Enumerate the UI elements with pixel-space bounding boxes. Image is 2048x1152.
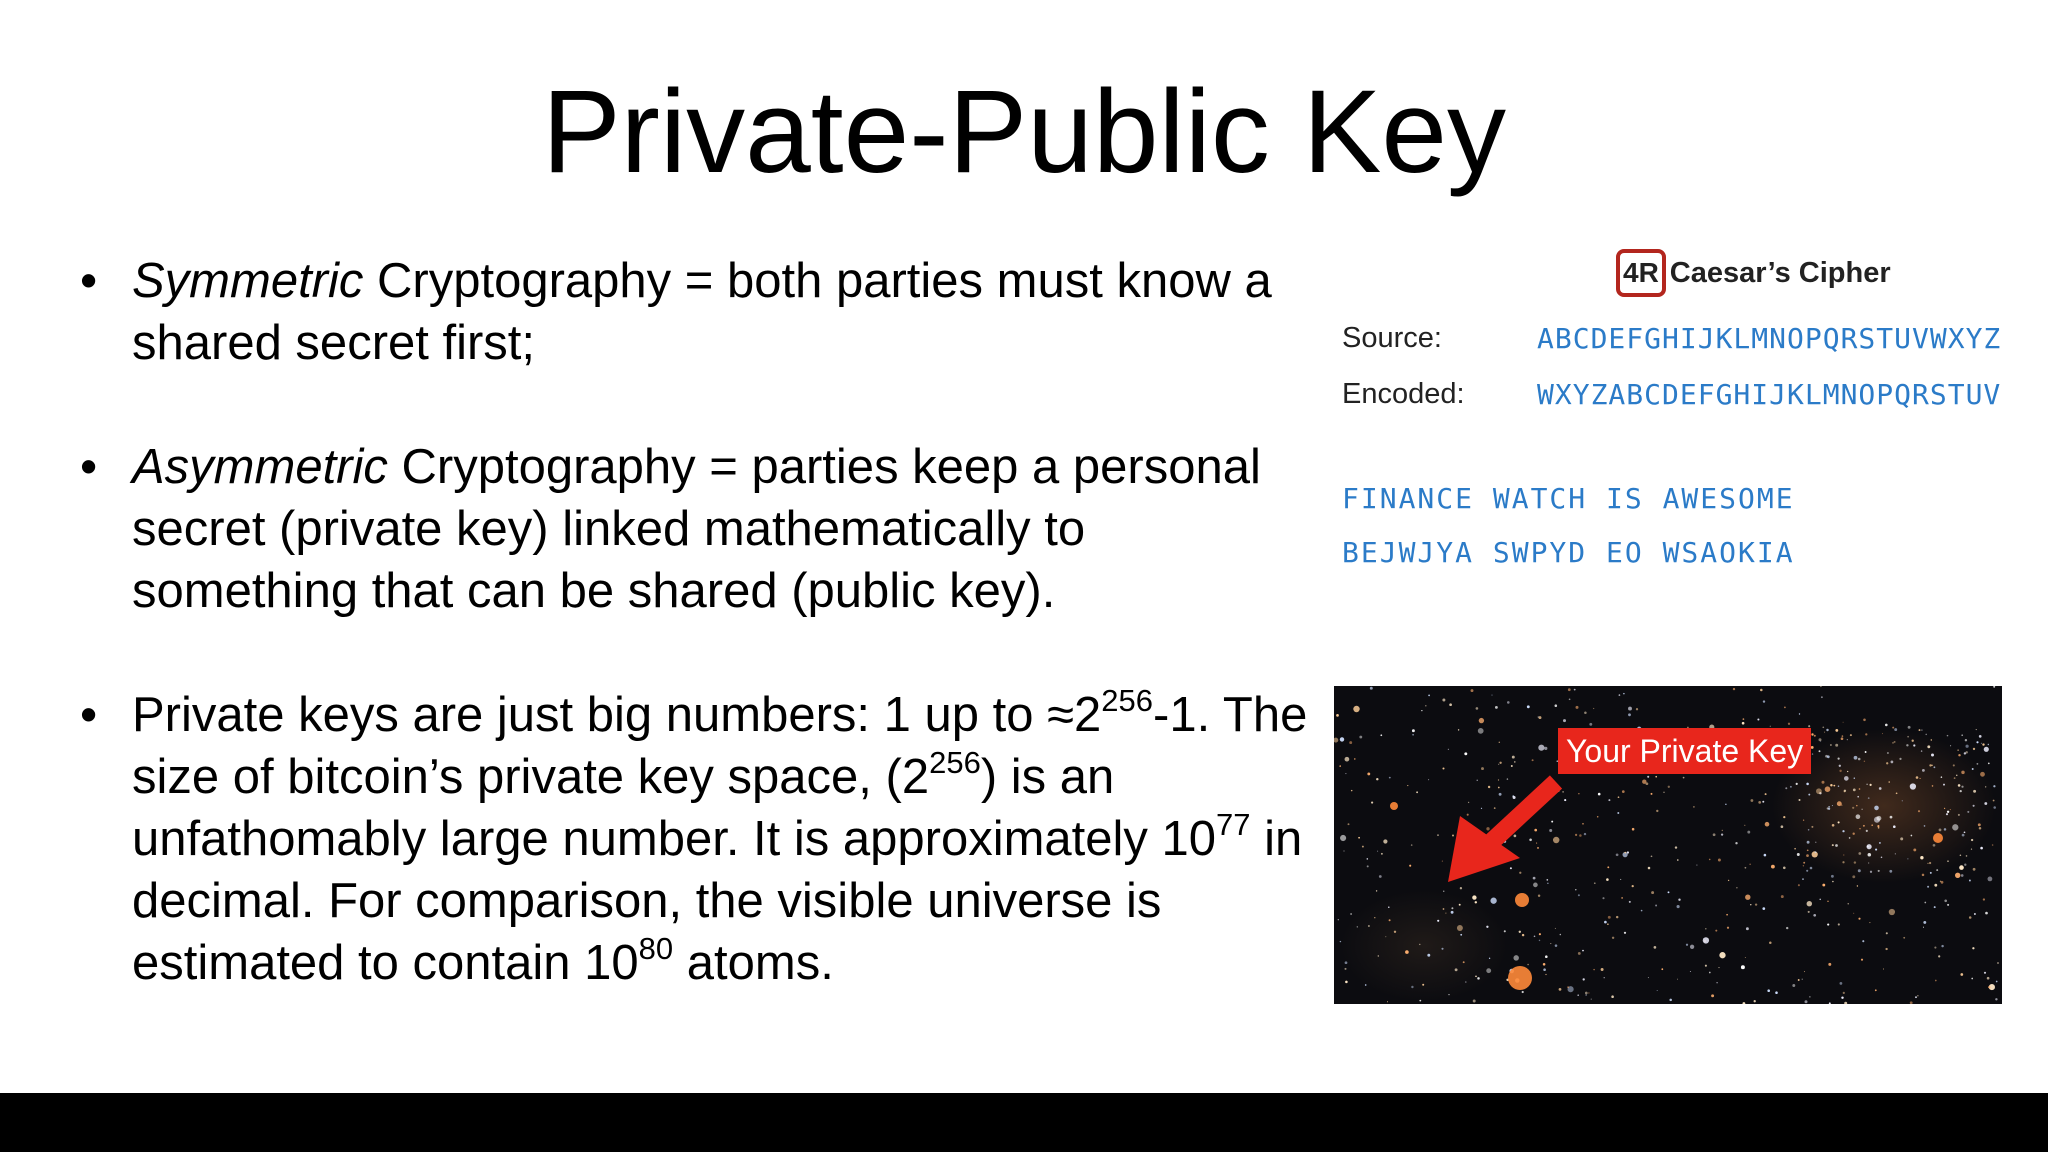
cipher-plaintext: FINANCE WATCH IS AWESOME: [1342, 482, 1795, 515]
bullet-text: Cryptography = both parties must know a shared secret first;: [132, 254, 1272, 370]
bottom-bar: [0, 1093, 2048, 1152]
encoded-alphabet: WXYZABCDEFGHIJKLMNOPQRSTUV: [1537, 378, 2002, 411]
cipher-ciphertext: BEJWJYA SWPYD EO WSAOKIA: [1342, 536, 1795, 569]
bullet-symmetric: [80, 250, 1310, 374]
bullet-text: ) is an unfathomably large number. It is approximately 10: [132, 750, 1217, 866]
bullet-text: Cryptography = parties keep a personal secret (private key) linked mathematically to something that can be shared (public key).: [132, 440, 1261, 618]
bullet-emphasis: Symmetric: [132, 254, 364, 308]
bullet-asymmetric: [80, 436, 1310, 622]
slide-title: Private-Public Key: [541, 66, 1507, 198]
exponent: 77: [1216, 807, 1251, 842]
exponent: 256: [929, 745, 981, 780]
private-key-label: Your Private Key: [1558, 728, 1811, 774]
exponent: 80: [638, 931, 674, 966]
starfield-image: [1334, 686, 2002, 1004]
bullet-emphasis: Asymmetric: [132, 440, 388, 494]
bullet-text: in decimal. For comparison, the visible universe is estimated to contain 10: [132, 812, 1303, 990]
bullet-private-keys: [80, 684, 1310, 994]
bullet-text: -1. The size of bitcoin’s private key space, (2: [132, 688, 1308, 804]
source-label: Source:: [1342, 322, 1442, 354]
bullet-dot: •: [80, 254, 98, 308]
cipher-title: Caesar’s Cipher: [1669, 256, 1891, 289]
cipher-header: [1616, 250, 1891, 296]
encoded-label: Encoded:: [1342, 378, 1465, 410]
exponent: 256: [1101, 683, 1153, 718]
caesar-cipher-panel: [1330, 240, 2020, 600]
bullet-list: [80, 250, 1310, 994]
bullet-dot: •: [80, 688, 98, 742]
bullet-text: atoms.: [673, 936, 834, 990]
bullet-dot: •: [80, 440, 98, 494]
source-alphabet: ABCDEFGHIJKLMNOPQRSTUVWXYZ: [1537, 322, 2002, 355]
cipher-badge: 4R: [1616, 249, 1666, 297]
bullet-text: Private keys are just big numbers: 1 up to ≈2: [132, 688, 1102, 742]
